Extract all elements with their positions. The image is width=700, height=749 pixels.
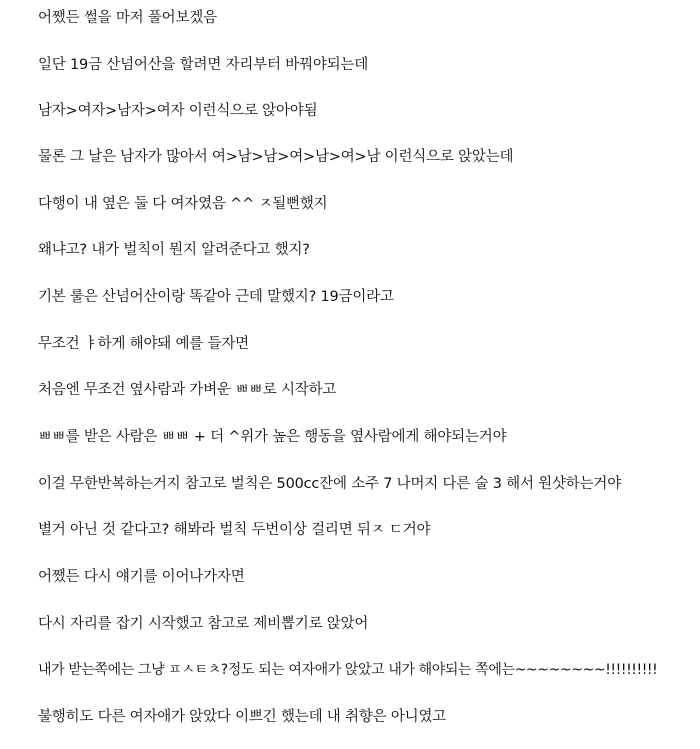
text-line: 불행히도 다른 여자애가 앉았다 이쁘긴 했는데 내 취향은 아니였고 — [38, 709, 447, 725]
text-line: 내가 받는쪽에는 그냥 ㅍㅅㅌㅊ?정도 되는 여자애가 앉았고 내가 해야되는 쪽에는~~~~~~~~!!!!!!!!!! — [38, 662, 658, 678]
text-line: 처음엔 무조건 옆사람과 가벼운 ㅃㅃ로 시작하고 — [38, 382, 337, 398]
text-line: 남자>여자>남자>여자 이런식으로 앉아야됨 — [38, 103, 318, 119]
text-line: 다행이 내 옆은 둘 다 여자였음 ^^ ㅈ될뻔했지 — [38, 196, 328, 212]
text-line: 다시 자리를 잡기 시작했고 참고로 제비뽑기로 앉았어 — [38, 616, 369, 632]
text-line: 일단 19금 산넘어산을 할려면 자리부터 바꿔야되는데 — [38, 57, 369, 73]
text-line: 왜냐고? 내가 벌칙이 뭔지 알려준다고 했지? — [38, 242, 310, 258]
text-line: ㅃㅃ를 받은 사람은 ㅃㅃ + 더 ^위가 높은 행동을 옆사람에게 해야되는거야 — [38, 429, 507, 445]
text-line: 물론 그 날은 남자가 많아서 여>남>남>여>남>여>남 이런식으로 앉았는데 — [38, 149, 514, 165]
text-line: 어쨌든 다시 얘기를 이어나가자면 — [38, 569, 245, 585]
text-line: 별거 아닌 것 같다고? 해봐라 벌칙 두번이상 걸리면 뒤ㅈ ㄷ거야 — [38, 522, 431, 538]
text-line: 어쨌든 썰을 마저 풀어보겠음 — [38, 10, 217, 26]
text-line: 기본 룰은 산넘어산이랑 똑같아 근데 말했지? 19금이라고 — [38, 289, 394, 305]
text-line: 이걸 무한반복하는거지 참고로 벌칙은 500cc잔에 소주 7 나머지 다른 술 3 해서 원샷하는거야 — [38, 476, 622, 492]
text-line: 무조건 ㅑ하게 해야돼 예를 들자면 — [38, 336, 249, 352]
